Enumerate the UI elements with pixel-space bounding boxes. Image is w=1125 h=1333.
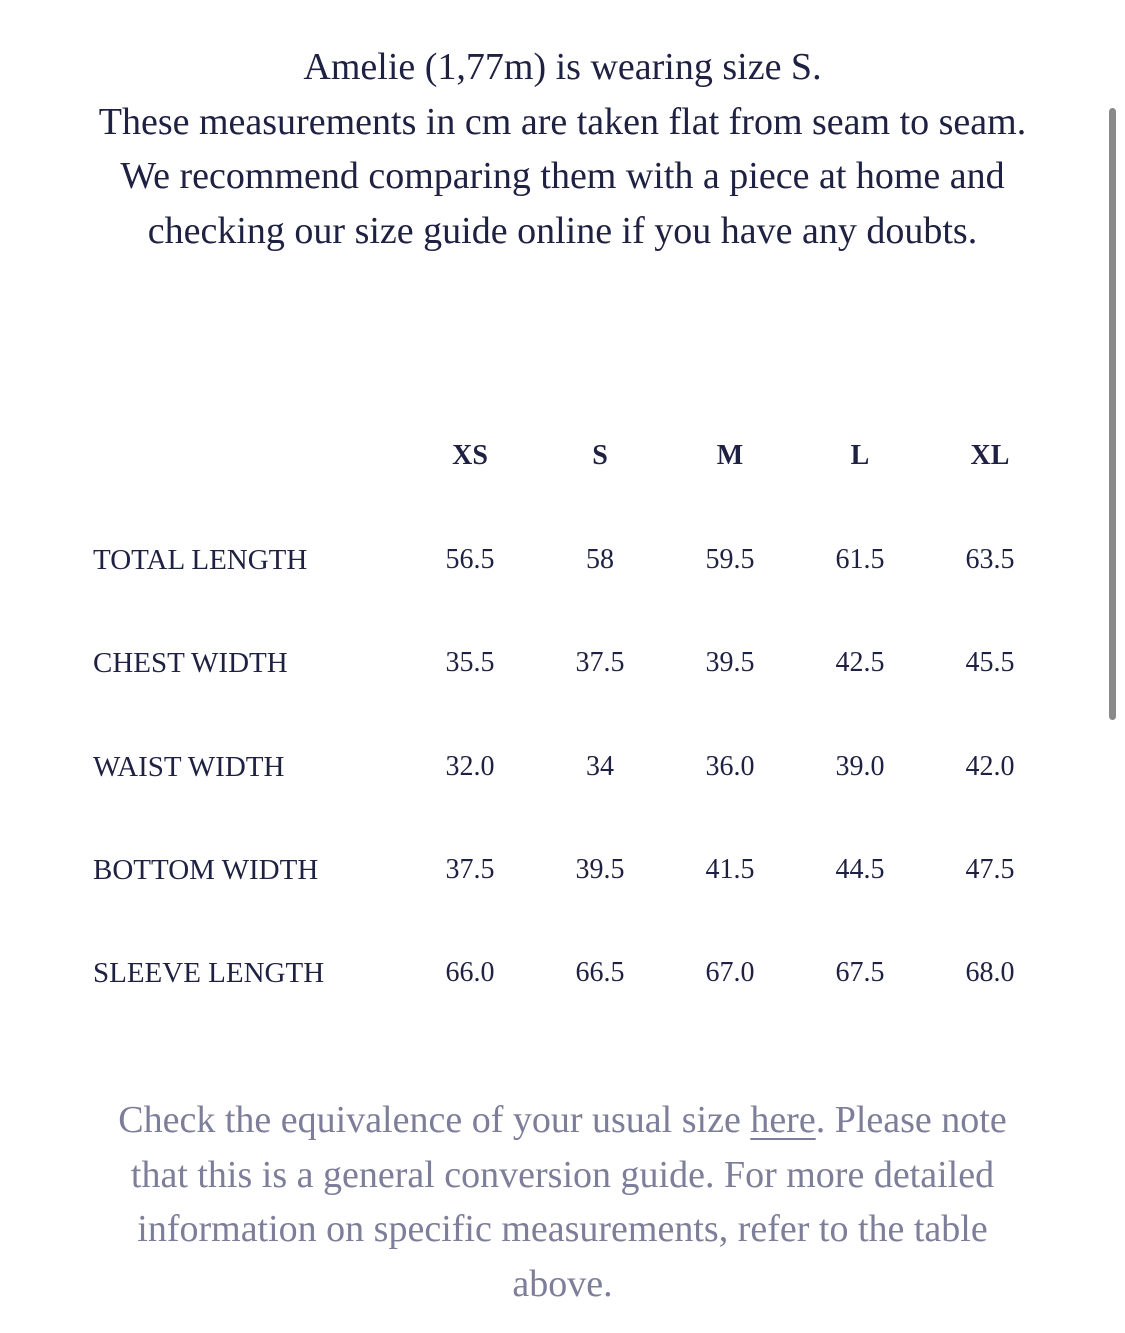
- measurement-note: These measurements in cm are taken flat from seam to seam. We recommend comparing them with a piece at home and checking our size guide online if you have any doubts.: [98, 100, 1027, 252]
- table-cell: 67.5: [835, 957, 885, 988]
- table-cell: 58: [586, 544, 614, 575]
- table-cell: 39.5: [705, 647, 755, 678]
- table-cell: 44.5: [835, 854, 885, 885]
- table-cell: 47.5: [965, 854, 1015, 885]
- size-header-s: S: [592, 440, 608, 471]
- table-cell: 66.0: [445, 957, 495, 988]
- table-cell: 68.0: [965, 957, 1015, 988]
- table-cell: 35.5: [445, 647, 495, 678]
- size-header-m: M: [716, 440, 744, 471]
- table-cell: 37.5: [445, 854, 495, 885]
- row-label-waist-width: WAIST WIDTH: [93, 751, 285, 783]
- table-cell: 67.0: [705, 957, 755, 988]
- table-cell: 41.5: [705, 854, 755, 885]
- table-cell: 37.5: [575, 647, 625, 678]
- model-info: Amelie (1,77m) is wearing size S.: [303, 46, 822, 88]
- table-cell: 45.5: [965, 647, 1015, 678]
- table-cell: 39.0: [835, 751, 885, 782]
- size-equivalence-link[interactable]: here: [750, 1099, 816, 1141]
- row-label-bottom-width: BOTTOM WIDTH: [93, 854, 319, 886]
- table-cell: 34: [586, 751, 614, 782]
- table-cell: 36.0: [705, 751, 755, 782]
- table-cell: 66.5: [575, 957, 625, 988]
- table-cell: 56.5: [445, 544, 495, 575]
- row-label-chest-width: CHEST WIDTH: [93, 647, 288, 679]
- table-cell: 42.0: [965, 751, 1015, 782]
- row-label-sleeve-length: SLEEVE LENGTH: [93, 957, 325, 989]
- table-cell: 59.5: [705, 544, 755, 575]
- conversion-text-start: Check the equivalence of your usual size: [118, 1099, 751, 1141]
- table-cell: 61.5: [835, 544, 885, 575]
- table-cell: 39.5: [575, 854, 625, 885]
- size-header-xs: XS: [452, 440, 488, 471]
- size-header-xl: XL: [970, 440, 1010, 471]
- size-conversion-note: [95, 1093, 1030, 1311]
- table-cell: 63.5: [965, 544, 1015, 575]
- row-label-total-length: TOTAL LENGTH: [93, 544, 308, 576]
- table-cell: 42.5: [835, 647, 885, 678]
- size-header-l: L: [850, 440, 870, 471]
- table-cell: 32.0: [445, 751, 495, 782]
- conversion-text-end: . Please note that this is a general conversion guide. For more detailed information on specific measurements, refer to the table above.: [130, 1099, 1007, 1305]
- scrollbar[interactable]: [1109, 108, 1116, 720]
